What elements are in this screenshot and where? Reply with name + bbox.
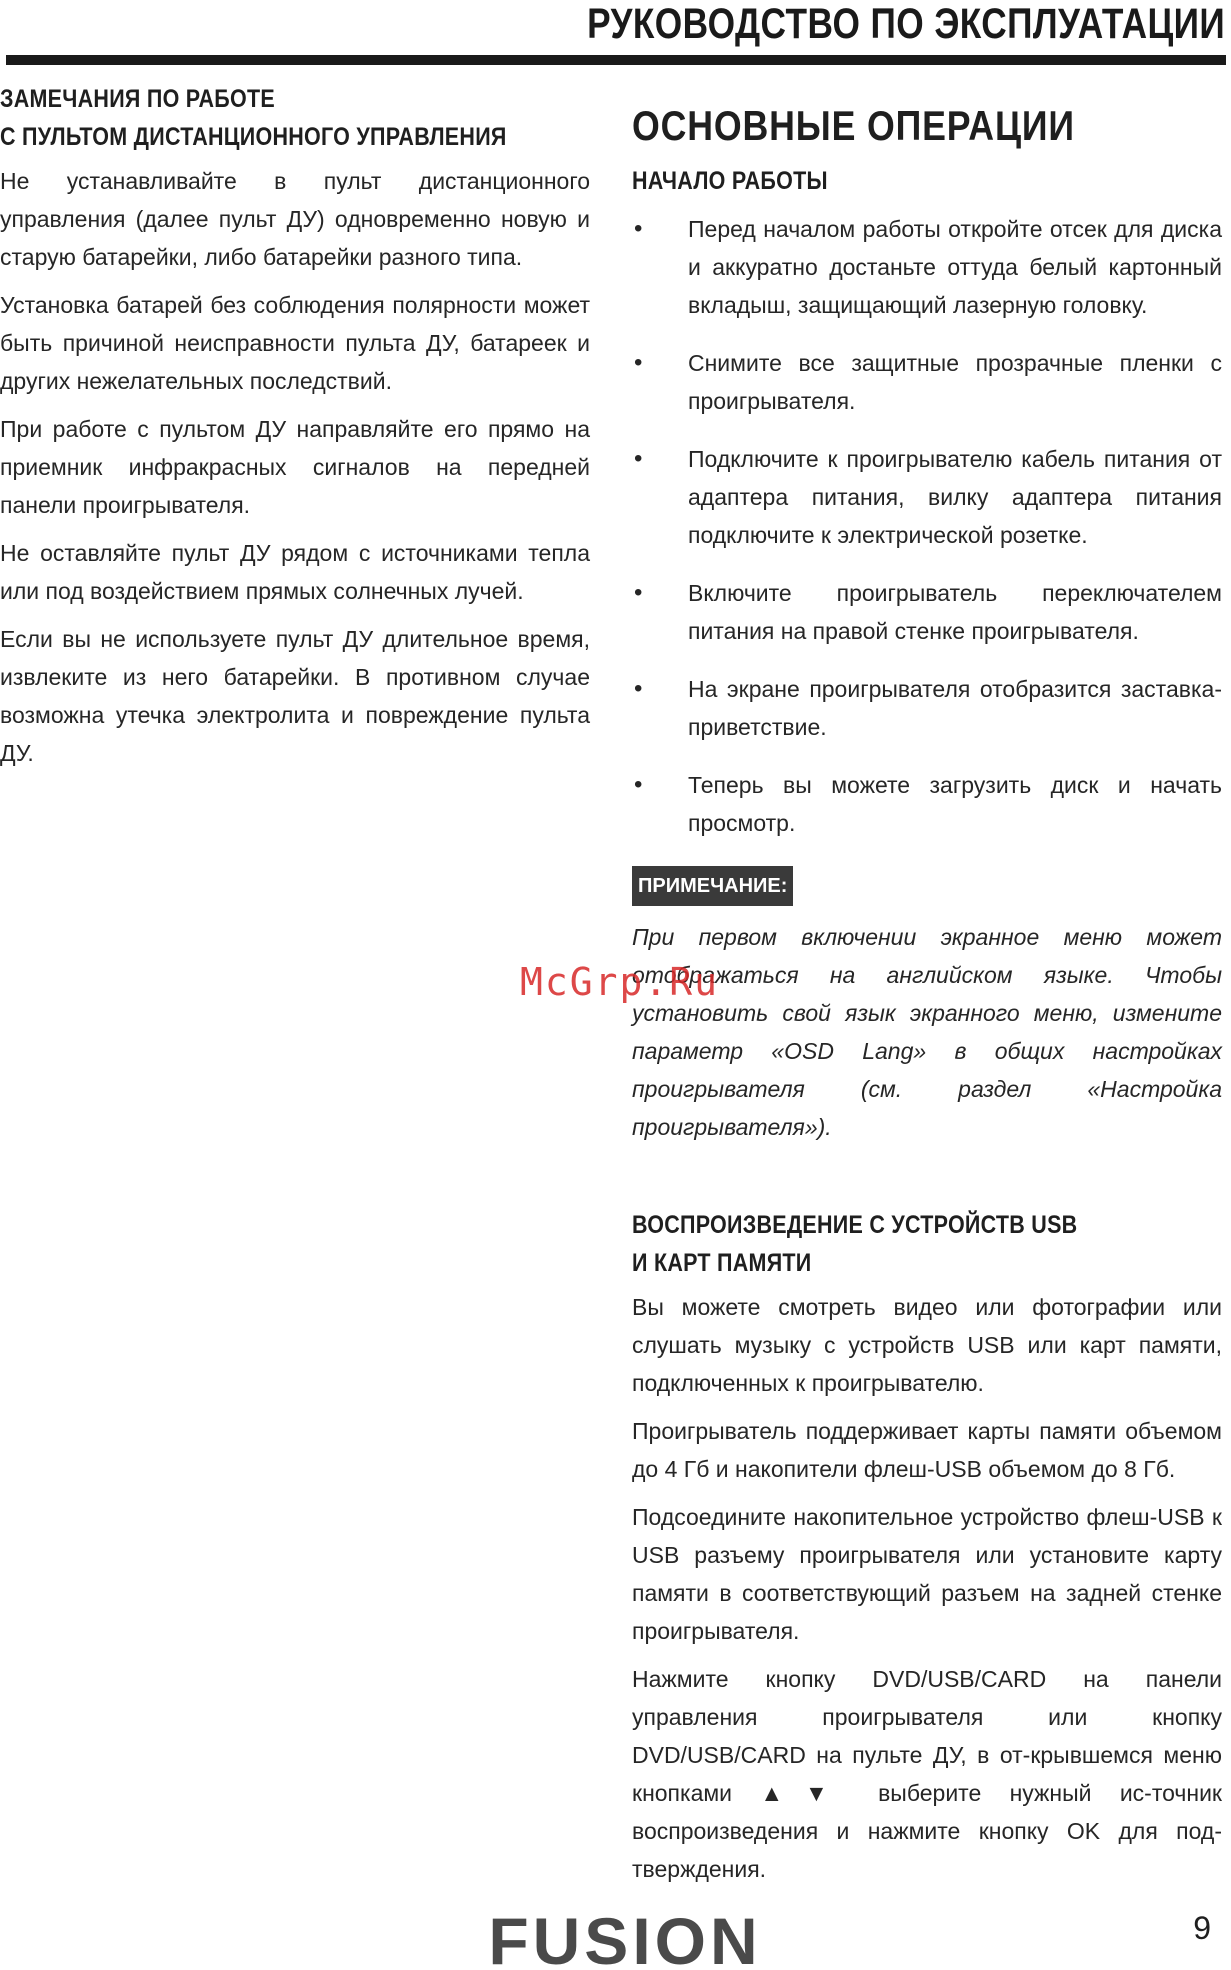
page-number: 9 [1193,1910,1211,1946]
remote-notes-heading-line2: С ПУЛЬТОМ ДИСТАНЦИОННОГО УПРАВЛЕНИЯ [0,123,507,151]
list-item: • Подключите к проигрывателю кабель питания от адаптера питания, вилку адаптера питания подключите к электрической розетке. [632,440,1222,554]
right-column [632,100,1222,1898]
left-column [0,85,590,782]
main-operations-heading: ОСНОВНЫЕ ОПЕРАЦИИ [632,102,1075,149]
bullet-icon: • [634,445,643,472]
remote-notes-heading-line1: ЗАМЕЧАНИЯ ПО РАБОТЕ [0,85,275,113]
remote-note-paragraph: Установка батарей без соблюдения полярности может быть причиной неисправности пульта ДУ, батареек и других нежелательных последствий. [0,292,590,394]
usb-paragraph: Вы можете смотреть видео или фотографии или слушать музыку с устройств USB или карт памяти, подключенных к проигрывателю. [632,1294,1222,1396]
usb-heading-line1: ВОСПРОИЗВЕДЕНИЕ С УСТРОЙСТВ USB [632,1211,1078,1239]
usb-heading-line2: И КАРТ ПАМЯТИ [632,1249,812,1277]
bullet-icon: • [634,579,643,606]
start-steps-list [632,210,1222,842]
list-item: • На экране проигрывателя отобразится заставка-приветствие. [632,670,1222,746]
usb-paragraph: Проигрыватель поддерживает карты памяти объемом до 4 Гб и накопители флеш-USB объемом до 8 Гб. [632,1418,1222,1482]
remote-note-paragraph: Не устанавливайте в пульт дистанционного управления (далее пульт ДУ) одновременно новую и старую батарейки, либо батарейки разного типа. [0,168,590,270]
note-badge: ПРИМЕЧАНИЕ: [632,866,793,906]
watermark: McGrp.Ru [520,960,720,1004]
bullet-icon: • [634,675,643,702]
header-rule [6,55,1226,65]
note-text: При первом включении экранное меню может отображаться на английском языке. Чтобы установить свой язык экранного меню, измените параметр «OSD Lang» в общих настройках проигрывателя (см. раздел «Настройка проигрывателя»). [632,924,1222,1140]
fusion-logo [440,1908,810,1970]
list-item: • Снимите все защитные прозрачные пленки с проигрывателя. [632,344,1222,420]
remote-note-paragraph: Не оставляйте пульт ДУ рядом с источниками тепла или под воздействием прямых солнечных лучей. [0,540,590,604]
usb-paragraph: Подсоедините накопительное устройство флеш-USB к USB разъему проигрывателя или установите карту памяти в соответствующий разъем на задней стенке проигрывателя. [632,1504,1222,1644]
list-item: • Перед началом работы откройте отсек для диска и аккуратно достаньте оттуда белый картонный вкладыш, защищающий лазерную головку. [632,210,1222,324]
usb-paragraph: Нажмите кнопку DVD/USB/CARD на панели управления проигрывателя или кнопку DVD/USB/CARD на пульте ДУ, в от-крывшемся меню кнопками ▲▼ выберите нужный ис-точник воспроизведения и нажмите кнопку OK для под-тверждения. [632,1666,1222,1882]
bullet-icon: • [634,771,643,798]
list-item: • Включите проигрыватель переключателем питания на правой стенке проигрывателя. [632,574,1222,650]
fusion-logo-text: FUSION [488,1908,762,1970]
bullet-icon: • [634,215,643,242]
page-header-title: РУКОВОДСТВО ПО ЭКСПЛУАТАЦИИ [586,0,1225,48]
start-heading: НАЧАЛО РАБОТЫ [632,167,828,195]
bullet-icon: • [634,349,643,376]
list-item: • Теперь вы можете загрузить диск и начать просмотр. [632,766,1222,842]
remote-note-paragraph: Если вы не используете пульт ДУ длительное время, извлеките из него батарейки. В противном случае возможна утечка электролита и повреждение пульта ДУ. [0,626,590,766]
remote-note-paragraph: При работе с пультом ДУ направляйте его прямо на приемник инфракрасных сигналов на передней панели проигрывателя. [0,416,590,518]
